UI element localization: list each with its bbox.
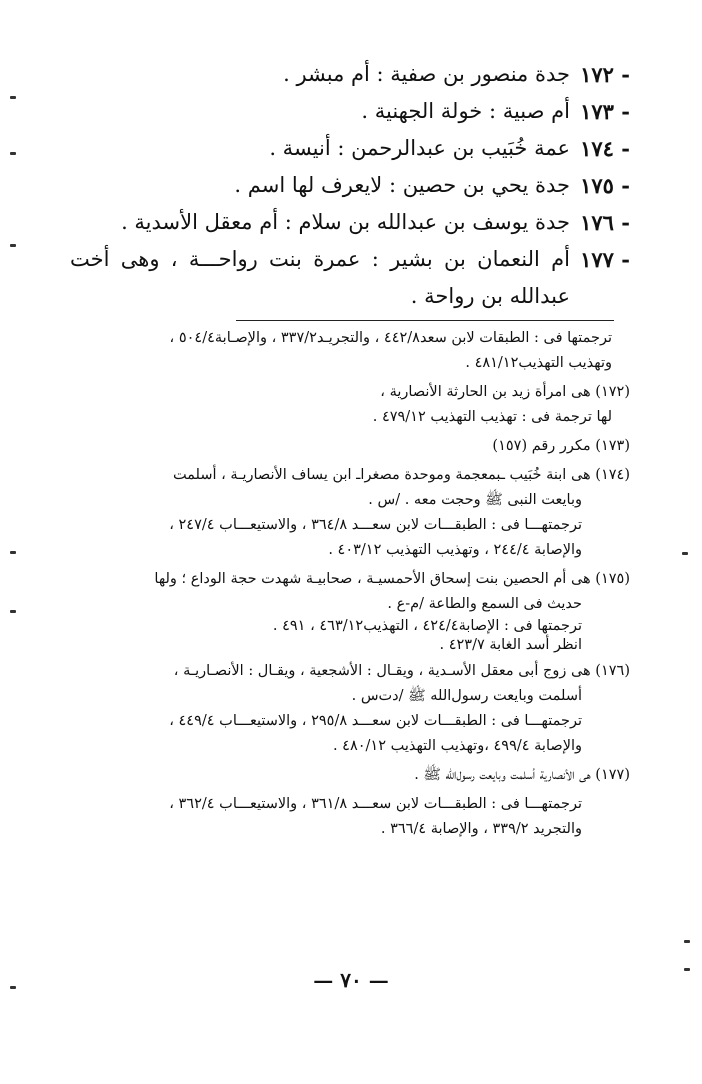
- footnote-line: (١٧٥) هى أم الحصين بنت إسحاق الأحمسيـة ، صحابيـة شهدت حجة الوداع ؛ ولها: [154, 571, 630, 587]
- footnote-line: ترجمتهـــا فى : الطبقـــات لابن سعـــد ٣٦١/٨ ، والاستيعـــاب ٣٦٢/٤ ،: [169, 796, 582, 812]
- entry-text: جدة يحي بن حصين : لايعرف لها اسم .: [234, 173, 570, 197]
- entry-177: [70, 241, 630, 315]
- footnote-line: (١٧٤) هى ابنة خُبَيب ـبمعجمة وموحدة مصغراـ ابن يساف الأنصاريـة ، أسلمت: [172, 467, 630, 483]
- scan-mark: [10, 244, 16, 247]
- scan-mark: [10, 986, 16, 989]
- entry-number: - ١٧٣: [580, 99, 630, 124]
- entry-text: عمة خُبَيب بن عبدالرحمن : أنيسة .: [269, 136, 570, 160]
- footnote-line: وتهذيب التهذيب٤٨١/١٢ .: [465, 355, 612, 371]
- entry-175: [70, 167, 630, 204]
- footnote-line: ترجمتهـــا فى : الطبقـــات لابن سعـــد ٢٩٥/٨ ، والاستيعـــاب ٤٤٩/٤ ،: [169, 713, 582, 729]
- entry-number: - ١٧٥: [580, 173, 630, 198]
- footnote-line: (١٧٦) هى زوج أبى معقل الأسـدية ، ويقـال : الأشجعية ، ويقـال : الأنصـاريـة ،: [173, 663, 630, 679]
- footnote-line: ترجمتها فى : الطبقات لابن سعد٤٤٢/٨ ، والتجريـد٣٣٧/٢ ، والإصـابة٥٠٤/٤ ،: [169, 330, 612, 346]
- entry-172: [70, 56, 630, 93]
- scan-mark: [10, 610, 16, 613]
- footnote-line: والإصابة ٢٤٤/٤ ، وتهذيب التهذيب ٤٠٣/١٢ .: [328, 542, 582, 558]
- scan-mark: [684, 940, 690, 943]
- entry-174: [70, 130, 630, 167]
- footnotes: [70, 326, 630, 842]
- footnote-line: (١٧٧) هى الأنصارية أسلمت وبايعت رسول‌الله ﷺ .: [414, 767, 630, 783]
- entry-text: جدة يوسف بن عبدالله بن سلام : أم معقل الأسدية .: [121, 210, 570, 234]
- footnote-line: والإصابة ٤٩٩/٤ ،وتهذيب التهذيب ٤٨٠/١٢ .: [332, 738, 582, 754]
- footnote-line: ترجمتهـــا فى : الطبقـــات لابن سعـــد ٣٦٤/٨ ، والاستيعـــاب ٢٤٧/٤ ،: [169, 517, 582, 533]
- footnote-line: (١٧٢) هى امرأة زيد بن الحارثة الأنصارية ،: [380, 384, 630, 400]
- entry-number: - ١٧٤: [580, 136, 630, 161]
- entry-list: [70, 56, 630, 315]
- footnote-line: (١٧٣) مكرر رقم (١٥٧): [492, 438, 630, 454]
- entry-number: - ١٧٦: [580, 210, 630, 235]
- entry-text: جدة منصور بن صفية : أم مبشر .: [283, 62, 570, 86]
- entry-176: [70, 204, 630, 241]
- page-number: — ٧٠ —: [313, 968, 389, 992]
- footnote-line: وبايعت النبى ﷺ وحجت معه . /س .: [368, 492, 582, 508]
- footnote-line: انظر أسد الغابة ٤٢٣/٧ .: [439, 637, 582, 653]
- footnote-line: ترجمتها فى : الإصابة٤٢٤/٤ ، التهذيب٤٦٣/١٢ ، ٤٩١ .: [272, 618, 582, 634]
- entry-text: أم النعمان بن بشير : عمرة بنت رواحـــة ، وهى أخت عبدالله بن رواحة .: [70, 247, 570, 308]
- entry-number: - ١٧٧: [580, 247, 630, 272]
- entry-number: - ١٧٢: [580, 62, 630, 87]
- footnote-line: حديث فى السمع والطاعة /م-ع .: [387, 596, 582, 612]
- footnote-separator: [236, 320, 614, 321]
- scan-mark: [10, 152, 16, 155]
- footnote-line: لها ترجمة فى : تهذيب التهذيب ٤٧٩/١٢ .: [372, 409, 612, 425]
- scan-mark: [10, 551, 16, 554]
- footnote-line: أسلمت وبايعت رسول‌الله ﷺ /دت‌س .: [351, 688, 582, 704]
- footnote-line: والتجريد ٣٣٩/٢ ، والإصابة ٣٦٦/٤ .: [380, 821, 582, 837]
- scan-mark: [10, 96, 16, 99]
- scan-mark: [682, 552, 688, 555]
- entry-text: أم صبية : خولة الجهنية .: [361, 99, 570, 123]
- scan-mark: [684, 968, 690, 971]
- entry-173: [70, 93, 630, 130]
